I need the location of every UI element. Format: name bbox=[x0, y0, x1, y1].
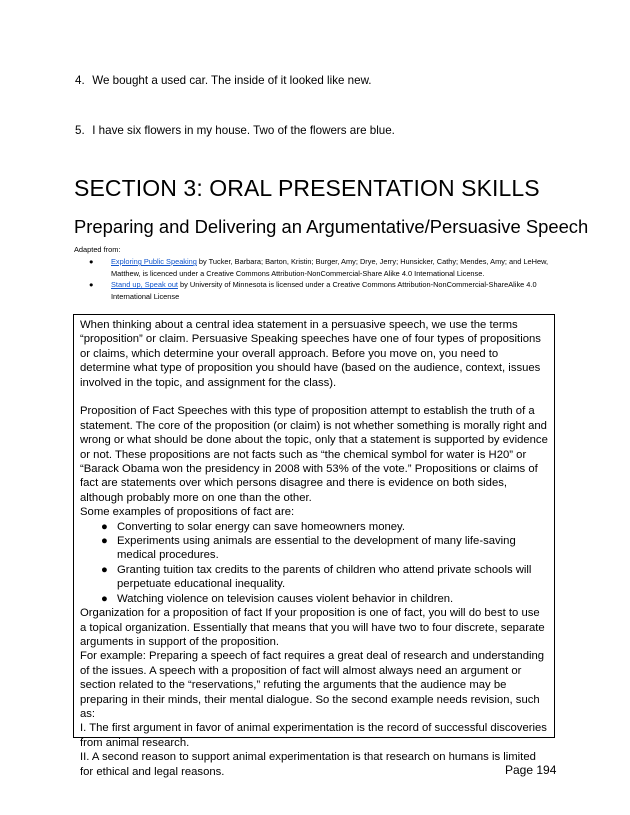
section-subtitle: Preparing and Delivering an Argumentative/Persuasive Speech bbox=[74, 216, 589, 237]
source-item bbox=[74, 279, 558, 302]
paragraph-gap bbox=[80, 390, 549, 404]
bullet-icon: ● bbox=[101, 592, 108, 605]
examples-intro: Some examples of propositions of fact are: bbox=[80, 506, 295, 519]
argument-point-1: I. The first argument in favor of animal experimentation is the record of successful discoveries from animal research. bbox=[80, 722, 547, 749]
source-link-exploring-public-speaking[interactable]: Exploring Public Speaking bbox=[111, 257, 197, 266]
source-item bbox=[74, 256, 558, 279]
list-item bbox=[80, 592, 549, 606]
list-item-text: Granting tuition tax credits to the parents of children who attend private schools will perpetuate educational inequality. bbox=[117, 563, 532, 591]
adapted-from-label: Adapted from: bbox=[74, 245, 121, 254]
source-link-stand-up-speak-out[interactable]: Stand up, Speak out bbox=[111, 280, 178, 290]
item-number: 5. bbox=[75, 124, 85, 137]
source-attribution: by Tucker, Barbara; Barton, Kristin; Burger, Amy; Drye, Jerry; Hunsicker, Cathy; Mendes, Amy; and LeHew, Matthew, is licenced under a Creative Commons Attribution-NonCommercial-Share Alike 4.0 International License. bbox=[111, 257, 549, 278]
bullet-icon: ● bbox=[101, 520, 108, 533]
organization-paragraph: Organization for a proposition of fact If your proposition is one of fact, you will do best to use a topical organization. Essentially that means that you will have two to four discrete, separate arguments in support of the proposition. bbox=[80, 607, 545, 648]
numbered-item-5 bbox=[75, 124, 395, 138]
source-list bbox=[74, 256, 558, 302]
fact-paragraph: Proposition of Fact Speeches with this type of proposition attempt to establish the truth of a statement. The core of the proposition (or claim) is not whether something is morally right and wrong or what should be done about the topic, only that a statement is supported by evidence or not. These propositions are not facts such as “the chemical symbol for water is H20” or “Barack Obama won the presidency in 2008 with 53% of the vote.” Propositions or claims of fact are statements over which persons disagree and there is evidence on both sides, although probably more on one than the other. bbox=[80, 405, 548, 504]
argument-point-2: II. A second reason to support animal experimentation is that research on humans is limited for ethical and legal reasons. bbox=[80, 751, 536, 778]
list-item bbox=[80, 520, 549, 534]
list-item bbox=[80, 534, 549, 563]
intro-paragraph: When thinking about a central idea statement in a persuasive speech, we use the terms “proposition” or claim. Persuasive Speaking speeches have one of four types of propositions or claims, which determine your overall approach. Before you move on, you need to determine what type of proposition you should have (based on the audience, context, issues involved in the topic, and assignment for the class). bbox=[80, 319, 541, 389]
page-number: Page 194 bbox=[505, 763, 557, 777]
source-attribution: by University of Minnesota is licensed under a Creative Commons Attribution-NonCommercial-ShareAlike 4.0 International License bbox=[111, 280, 537, 301]
section-title: SECTION 3: ORAL PRESENTATION SKILLS bbox=[74, 175, 540, 201]
bullet-icon: ● bbox=[89, 257, 94, 266]
example-paragraph: For example: Preparing a speech of fact requires a great deal of research and understanding of the issues. A speech with a proposition of fact will almost always need an argument or section related to the “reservations,” refuting the arguments that the audience may be preparing in their minds, their mental dialogue. So the second example needs revision, such as: bbox=[80, 650, 545, 720]
list-item-text: Converting to solar energy can save homeowners money. bbox=[117, 520, 406, 533]
item-text: I have six flowers in my house. Two of the flowers are blue. bbox=[92, 124, 395, 137]
bullet-icon: ● bbox=[89, 280, 94, 290]
numbered-item-4 bbox=[75, 74, 372, 88]
list-item-text: Experiments using animals are essential to the development of many life-saving medical procedures. bbox=[117, 535, 516, 562]
item-number: 4. bbox=[75, 74, 85, 87]
examples-list bbox=[80, 520, 549, 606]
list-item bbox=[80, 563, 549, 592]
bullet-icon: ● bbox=[101, 563, 108, 576]
bullet-icon: ● bbox=[101, 535, 108, 548]
item-text: We bought a used car. The inside of it looked like new. bbox=[92, 74, 372, 87]
list-item-text: Watching violence on television causes violent behavior in children. bbox=[117, 592, 454, 605]
